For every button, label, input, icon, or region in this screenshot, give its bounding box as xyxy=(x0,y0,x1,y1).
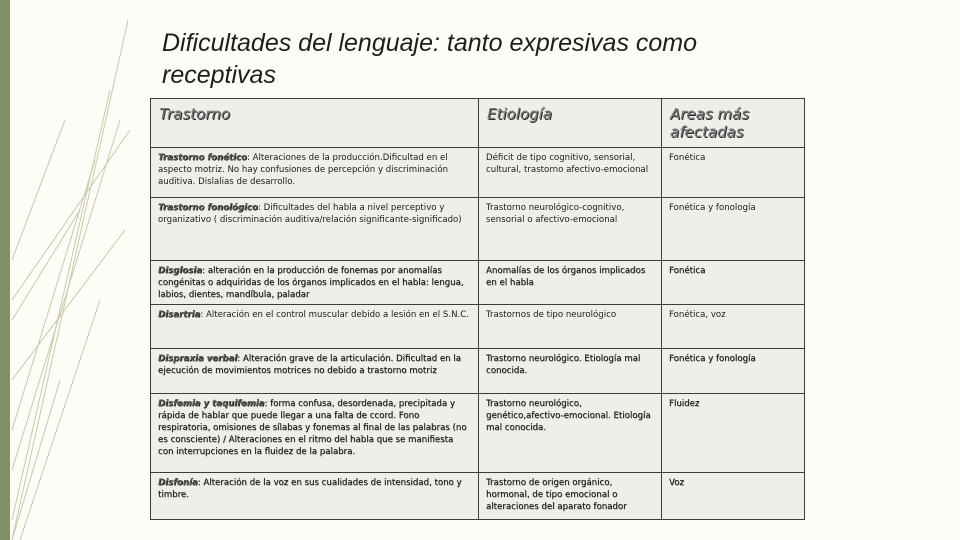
areas-cell: Fonética xyxy=(662,148,805,198)
table-row xyxy=(151,198,805,261)
disorder-term: Dispraxia verbal xyxy=(158,354,238,365)
table-row xyxy=(151,261,805,305)
disorders-table xyxy=(150,98,805,520)
disorder-cell xyxy=(151,261,479,305)
disorder-definition: : forma confusa, desordenada, precipitada y rápida de hablar que puede llegar a una falta de ccord. Fono respiratoria, omisiones de sílabas y fonemas al final de las palabras (no es consciente) / Alteraciones en el ritmo del habla que se manifiesta con interrupciones en la fluidez de la palabra. xyxy=(158,399,467,457)
etiology-cell: Trastorno de origen orgánico, hormonal, de tipo emocional o alteraciones del aparato fonador xyxy=(479,473,662,520)
disorder-definition: : Alteraciones de la producción.Dificultad en el aspecto motriz. No hay confusiones de percepción y discriminación auditiva. Dislalias de desarrollo. xyxy=(158,153,449,187)
disorder-cell xyxy=(151,305,479,349)
etiology-cell: Trastorno neurológico. Etiología mal conocida. xyxy=(479,349,662,394)
table-row xyxy=(151,148,805,198)
accent-bar xyxy=(0,0,10,540)
table-row xyxy=(151,473,805,520)
etiology-cell: Trastorno neurológico, genético,afectivo-emocional. Etiología mal conocida. xyxy=(479,394,662,473)
disorder-cell xyxy=(151,148,479,198)
decorative-lines xyxy=(0,0,135,540)
etiology-cell: Trastorno neurológico-cognitivo, sensorial o afectivo-emocional xyxy=(479,198,662,261)
header-areas: Areas más afectadas xyxy=(662,99,805,148)
areas-cell: Fluidez xyxy=(662,394,805,473)
etiology-cell: Anomalías de los órganos implicados en el habla xyxy=(479,261,662,305)
etiology-cell: Trastornos de tipo neurológico xyxy=(479,305,662,349)
areas-cell: Fonética xyxy=(662,261,805,305)
disorder-cell xyxy=(151,473,479,520)
slide-title: Dificultades del lenguaje: tanto expresivas como receptivas xyxy=(162,29,698,89)
disorder-term: Trastorno fonológico xyxy=(158,203,258,213)
table-row xyxy=(151,349,805,394)
areas-cell: Fonética y fonología xyxy=(662,349,805,394)
disorder-term: Disfonía xyxy=(158,478,198,489)
areas-cell: Fonética, voz xyxy=(662,305,805,349)
disorder-definition: : Alteración en el control muscular debido a lesión en el S.N.C. xyxy=(200,310,469,321)
areas-cell: Voz xyxy=(662,473,805,520)
table-row xyxy=(151,394,805,473)
disorder-definition: : alteración en la producción de fonemas por anomalías congénitas o adquiridas de los órganos implicados en el habla: lengua, labios, dientes, mandíbula, paladar xyxy=(158,266,464,300)
disorder-term: Disartria xyxy=(158,310,201,321)
etiology-cell: Déficit de tipo cognitivo, sensorial, cultural, trastorno afectivo-emocional xyxy=(479,148,662,198)
disorder-cell xyxy=(151,198,479,261)
disorder-cell xyxy=(151,394,479,473)
areas-cell: Fonética y fonología xyxy=(662,198,805,261)
disorder-definition: : Alteración de la voz en sus cualidades de intensidad, tono y timbre. xyxy=(158,478,462,501)
disorder-term: Disfemia y taquifemia xyxy=(158,399,265,410)
header-etiology: Etiología xyxy=(479,99,662,148)
disorder-definition: : Alteración grave de la articulación. Dificultad en la ejecución de movimientos motrices no debido a trastorno motriz xyxy=(158,354,461,377)
table-row xyxy=(151,305,805,349)
header-row xyxy=(151,99,805,148)
header-disorder: Trastorno xyxy=(151,99,479,148)
disorder-definition: : Dificultades del habla a nivel perceptivo y organizativo ( discriminación auditiva/relación significante-significado) xyxy=(158,203,462,225)
disorder-term: Disglosia xyxy=(158,266,203,276)
disorder-term: Trastorno fonético xyxy=(158,153,247,163)
disorder-cell xyxy=(151,349,479,394)
